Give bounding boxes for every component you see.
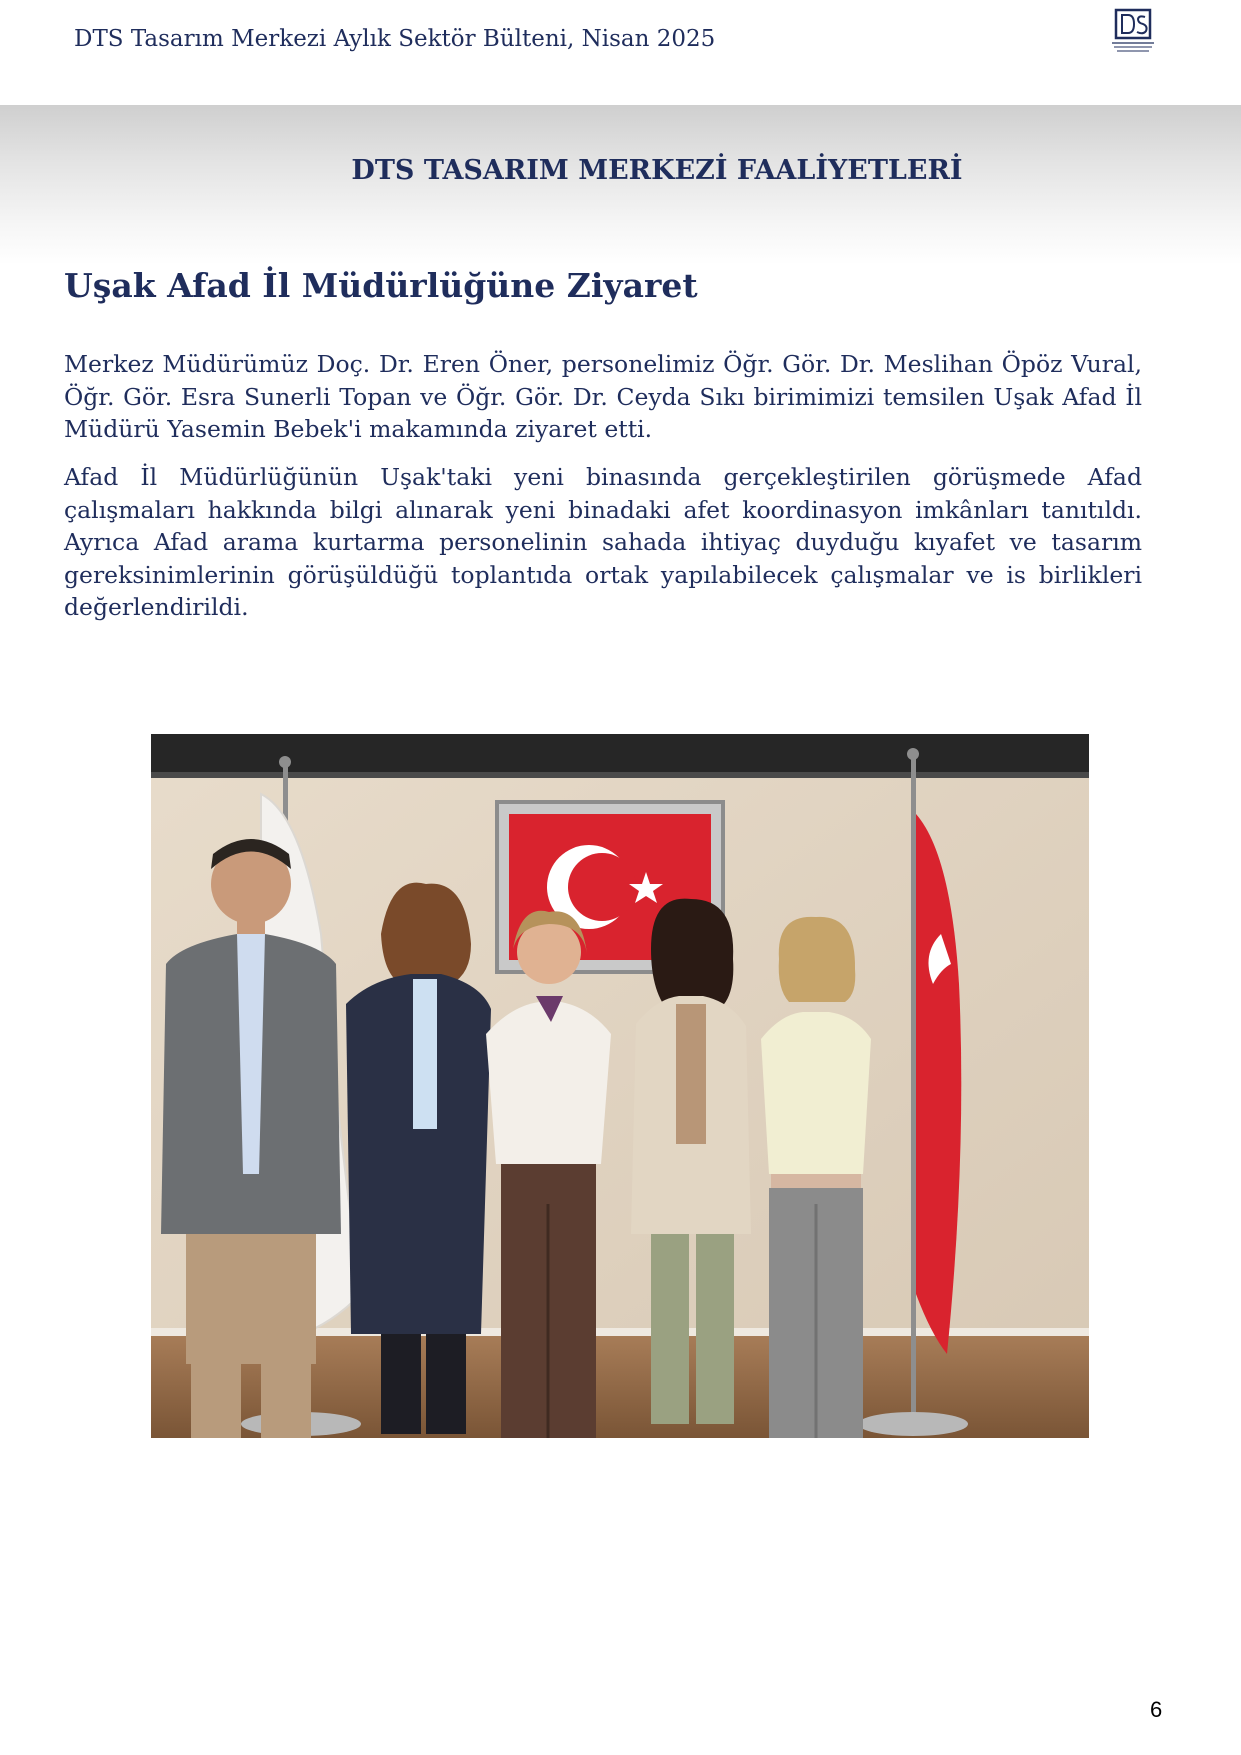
article-heading: Uşak Afad İl Müdürlüğüne Ziyaret (64, 266, 698, 305)
dts-logo-icon (1108, 8, 1158, 56)
group-photo-icon (151, 734, 1089, 1438)
bulletin-header-title: DTS Tasarım Merkezi Aylık Sektör Bülteni, Nisan 2025 (74, 26, 716, 52)
article-paragraph-2: Afad İl Müdürlüğünün Uşak'taki yeni binasında gerçekleştirilen görüşmede Afad çalışmaları hakkında bilgi alınarak yeni binadaki afet koordinasyon imkânları tanıtıldı. Ayrıca Afad arama kurtarma personelinin sahada ihtiyaç duyduğu kıyafet ve tasarım gereksinimlerinin görüşüldüğü toplantıda ortak yapılabilecek çalışmalar ve is birlikleri değerlendirildi. (64, 463, 1142, 621)
article-paragraph-1: Merkez Müdürümüz Doç. Dr. Eren Öner, personelimiz Öğr. Gör. Dr. Meslihan Öpöz Vural, Öğr. Gör. Esra Sunerli Topan ve Öğr. Gör. Dr. Ceyda Sıkı birimimizi temsilen Uşak Afad İl Müdürü Yasemin Bebek'i makamında ziyaret etti. (64, 350, 1142, 443)
page-number: 6 (1150, 1697, 1163, 1722)
section-band-title: DTS TASARIM MERKEZİ FAALİYETLERİ (351, 155, 963, 186)
